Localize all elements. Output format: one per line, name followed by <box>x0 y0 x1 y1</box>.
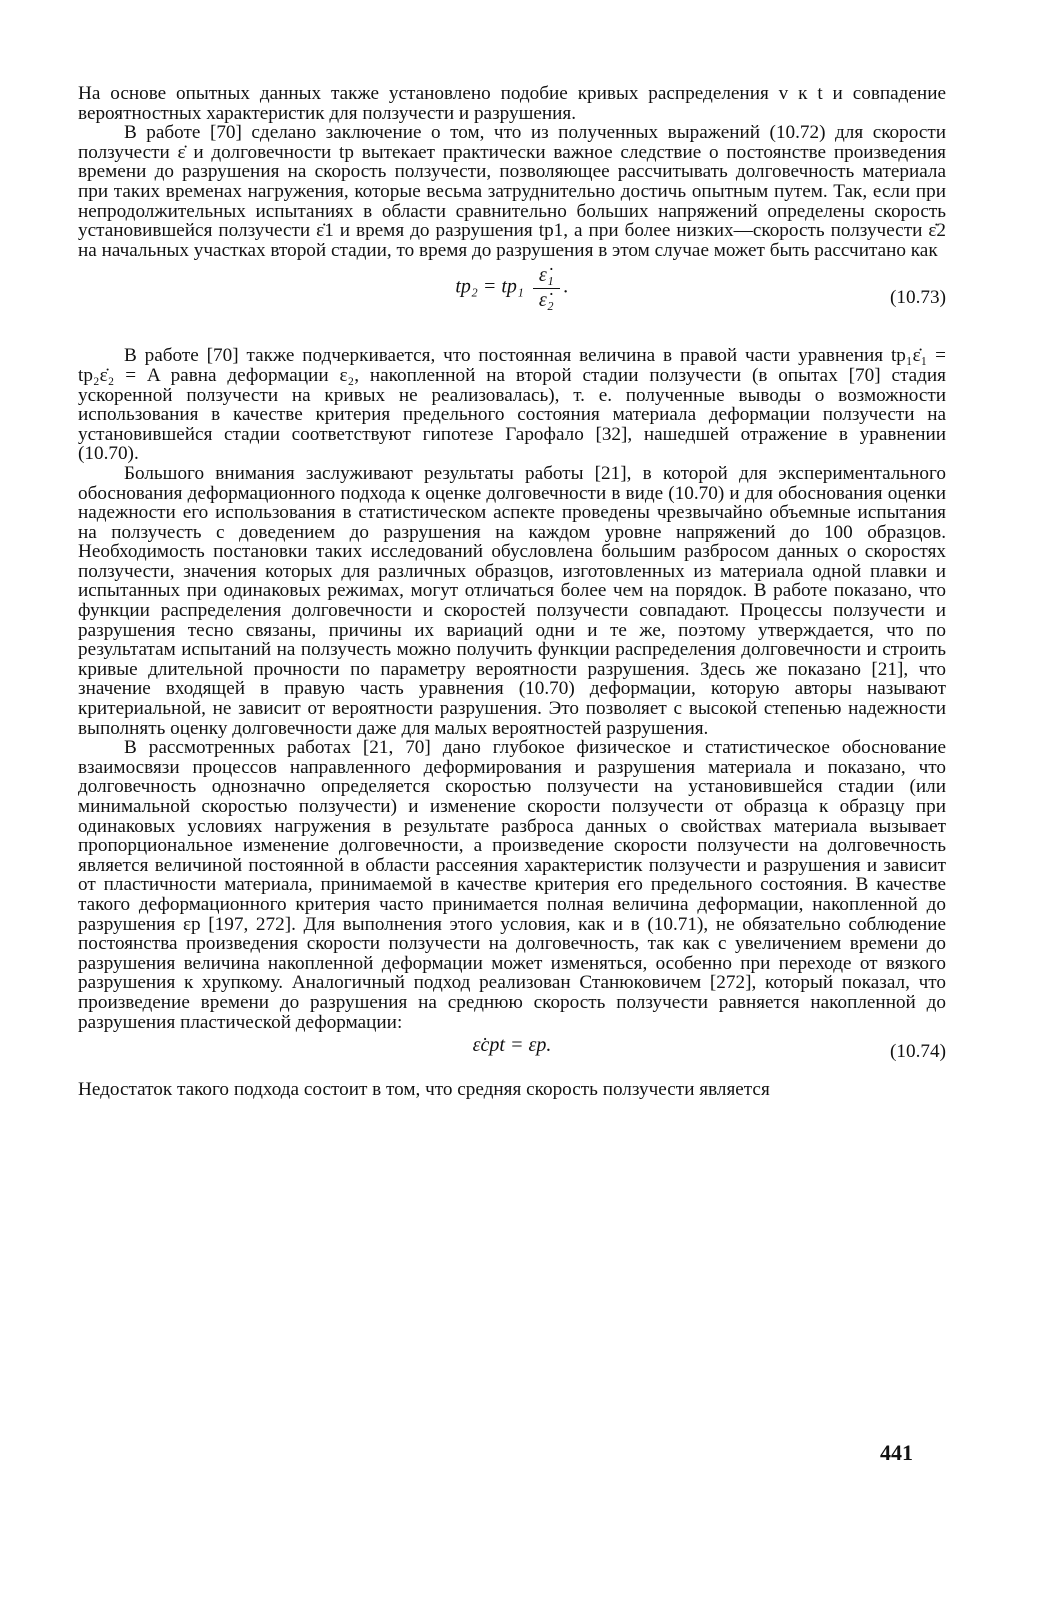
paragraph-3: В работе [70] также подчеркивается, что постоянная величина в правой части уравнения tp₁ε̇₁ = tp₂ε̇₂ = A равна деформации ε₂, накопленной на второй стадии ползучести (в опытах [70] стадия ускоренной ползучести на кривых не реализовалась), т. е. полученные выводы о возможности использования в качестве критерия предельного состояния материала деформации ползучести на установившейся стадии соответствуют гипотезе Гарофало [32], нашедшей отражение в уравнении (10.70). <box>78 345 946 465</box>
page-body <box>78 84 946 1100</box>
formula-10-73 <box>78 266 946 340</box>
paragraph-2: В работе [70] сделано заключение о том, что из полученных выражений (10.72) для скорости ползучести ε̇ и долговечности tp вытекает практически важное следствие о постоянстве произведения времени до разрушения на скорость ползучести, позволяющее рассчитывать долговечность материала при таких временах нагружения, которые весьма затруднительно достичь опытным путем. Так, если при непродолжительных испытаниях в области сравнительно больших напряжений определены скорость установившейся ползучести ε̇1 и время до разрушения tp1, а при более низких—скорость ползучести ε̇2 на начальных участках второй стадии, то время до разрушения в этом случае может быть рассчитано как <box>78 122 946 261</box>
paragraph-last: Недостаток такого подхода состоит в том, что средняя скорость ползучести является <box>78 1079 770 1101</box>
formula-10-73-expression: tp₂ = tp₁ $\frac{\text{ε̇₁}}{\text{ε̇₂}}$ . <box>455 264 569 311</box>
paragraph-5: В рассмотренных работах [21, 70] дано глубокое физическое и статистическое обоснование взаимосвязи процессов направленного деформирования и разрушения материала и показано, что долговечность однозначно определяется скоростью ползучести на установившейся стадии (или минимальной скоростью ползучести) и изменение скорости ползучести от образца к образцу при одинаковых условиях нагружения в результате разброса данных о свойствах материала вызывает пропорциональное изменение долговечности, а произведение скорости ползучести на долговечность является величиной постоянной в области рассеяния характеристик ползучести и разрушения и зависит от пластичности материала, принимаемой в качестве критерия его предельного состояния. В качестве такого деформационного критерия часто принимается полная величина деформации, накопленной до разрушения εp [197, 272]. Для выполнения этого условия, как и в (10.71), не обязательно соблюдение постоянства произведения скорости ползучести на долговечность, так как с увеличением времени до разрушения величина накопленной деформации может изменяться, особенно при переходе от вязкого разрушения к хрупкому. Аналогичный подход реализован Станюковичем [272], который показал, что произведение времени до разрушения на среднюю скорость ползучести равняется накопленной до разрушения пластической деформации: <box>78 737 946 1033</box>
formula-10-74 <box>78 1036 946 1076</box>
formula-10-73-denominator: ε̇₂ <box>538 288 554 311</box>
page-number: 441 <box>880 1440 913 1465</box>
formula-10-73-fraction <box>533 266 560 310</box>
formula-10-74-expression: ε̇срt = εp. <box>472 1034 552 1057</box>
paragraph-1: На основе опытных данных также установлено подобие кривых распределения v к t и совпадение вероятностных характеристик для ползучести и разрушения. <box>78 83 946 124</box>
formula-10-73-numerator: ε̇₁ <box>533 266 560 289</box>
formula-10-73-number: (10.73) <box>890 287 946 309</box>
formula-10-74-number: (10.74) <box>890 1041 946 1063</box>
paragraph-4: Большого внимания заслуживают результаты работы [21], в которой для экспериментального обоснования деформационного подхода к оценке долговечности в виде (10.70) и для обоснования оценки надежности его использования в статистическом аспекте проведены чрезвычайно объемные испытания на ползучесть с доведением до разрушения на каждом уровне напряжений до 100 образцов. Необходимость постановки таких исследований обусловлена большим разбросом данных о скоростях ползучести, значения которых для различных образцов, изготовленных из материала одной плавки и испытанных при одинаковых режимах, могут отличаться более чем на порядок. В работе показано, что функции распределения долговечности и скоростей ползучести совпадают. Процессы ползучести и разрушения тесно связаны, причины их вариаций одни и те же, поэтому утверждается, что по результатам испытаний на ползучесть можно получить функции распределения долговечности и строить кривые длительной прочности по параметру вероятности разрушения. Здесь же показано [21], что значение входящей в правую часть уравнения (10.70) деформации, которую авторы называют критериальной, не зависит от вероятности разрушения. Это позволяет с высокой степенью надежности выполнять оценку долговечности даже для малых вероятностей разрушения. <box>78 462 946 739</box>
formula-10-73-lhs: tp₂ = tp₁ <box>455 276 524 299</box>
